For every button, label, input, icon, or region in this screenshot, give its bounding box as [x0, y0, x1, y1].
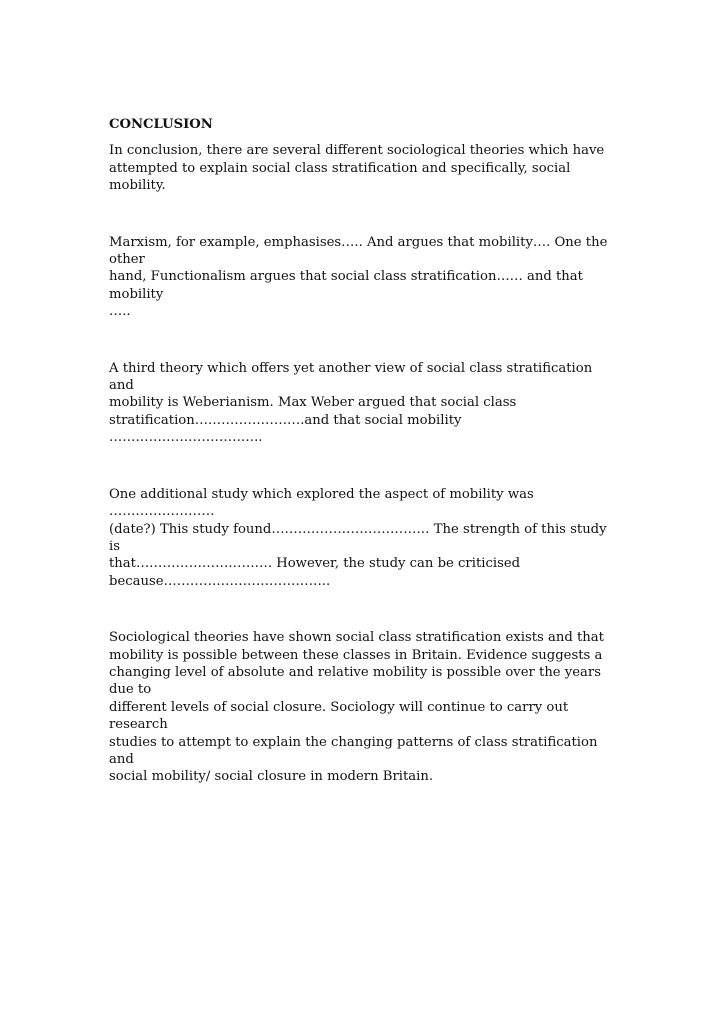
paragraph-introduction: In conclusion, there are several different sociological theories which have attempted to explain social class stratification and specifically, social mobility.	[109, 143, 605, 194]
document-body	[109, 116, 614, 786]
paragraph-summary: Sociological theories have shown social class stratification exists and that mobility is possible between these classes in Britain. Evidence suggests a changing level of absolute and relative mobility is possible over the years due to different levels of social closure. Sociology will continue to carry out research studies to attempt to explain the changing patterns of class stratification and social mobility/ social closure in modern Britain.	[109, 630, 604, 785]
paragraph-marxism-functionalism: Marxism, for example, emphasises….. And argues that mobility…. One the other hand, Functionalism argues that social class stratification…… and that mobility …..	[109, 234, 608, 320]
paragraph-weberianism: A third theory which offers yet another view of social class stratification and mobility is Weberianism. Max Weber argued that social class stratification…………………….and that social mobility ……………………………..	[109, 360, 593, 446]
paragraph-additional-study: One additional study which explored the aspect of mobility was …………………… (date?) This study found……………………………… The strength of this study is that…………………………. However, the study can be criticised because………………………………..	[109, 486, 607, 589]
section-heading: CONCLUSION	[109, 117, 213, 132]
